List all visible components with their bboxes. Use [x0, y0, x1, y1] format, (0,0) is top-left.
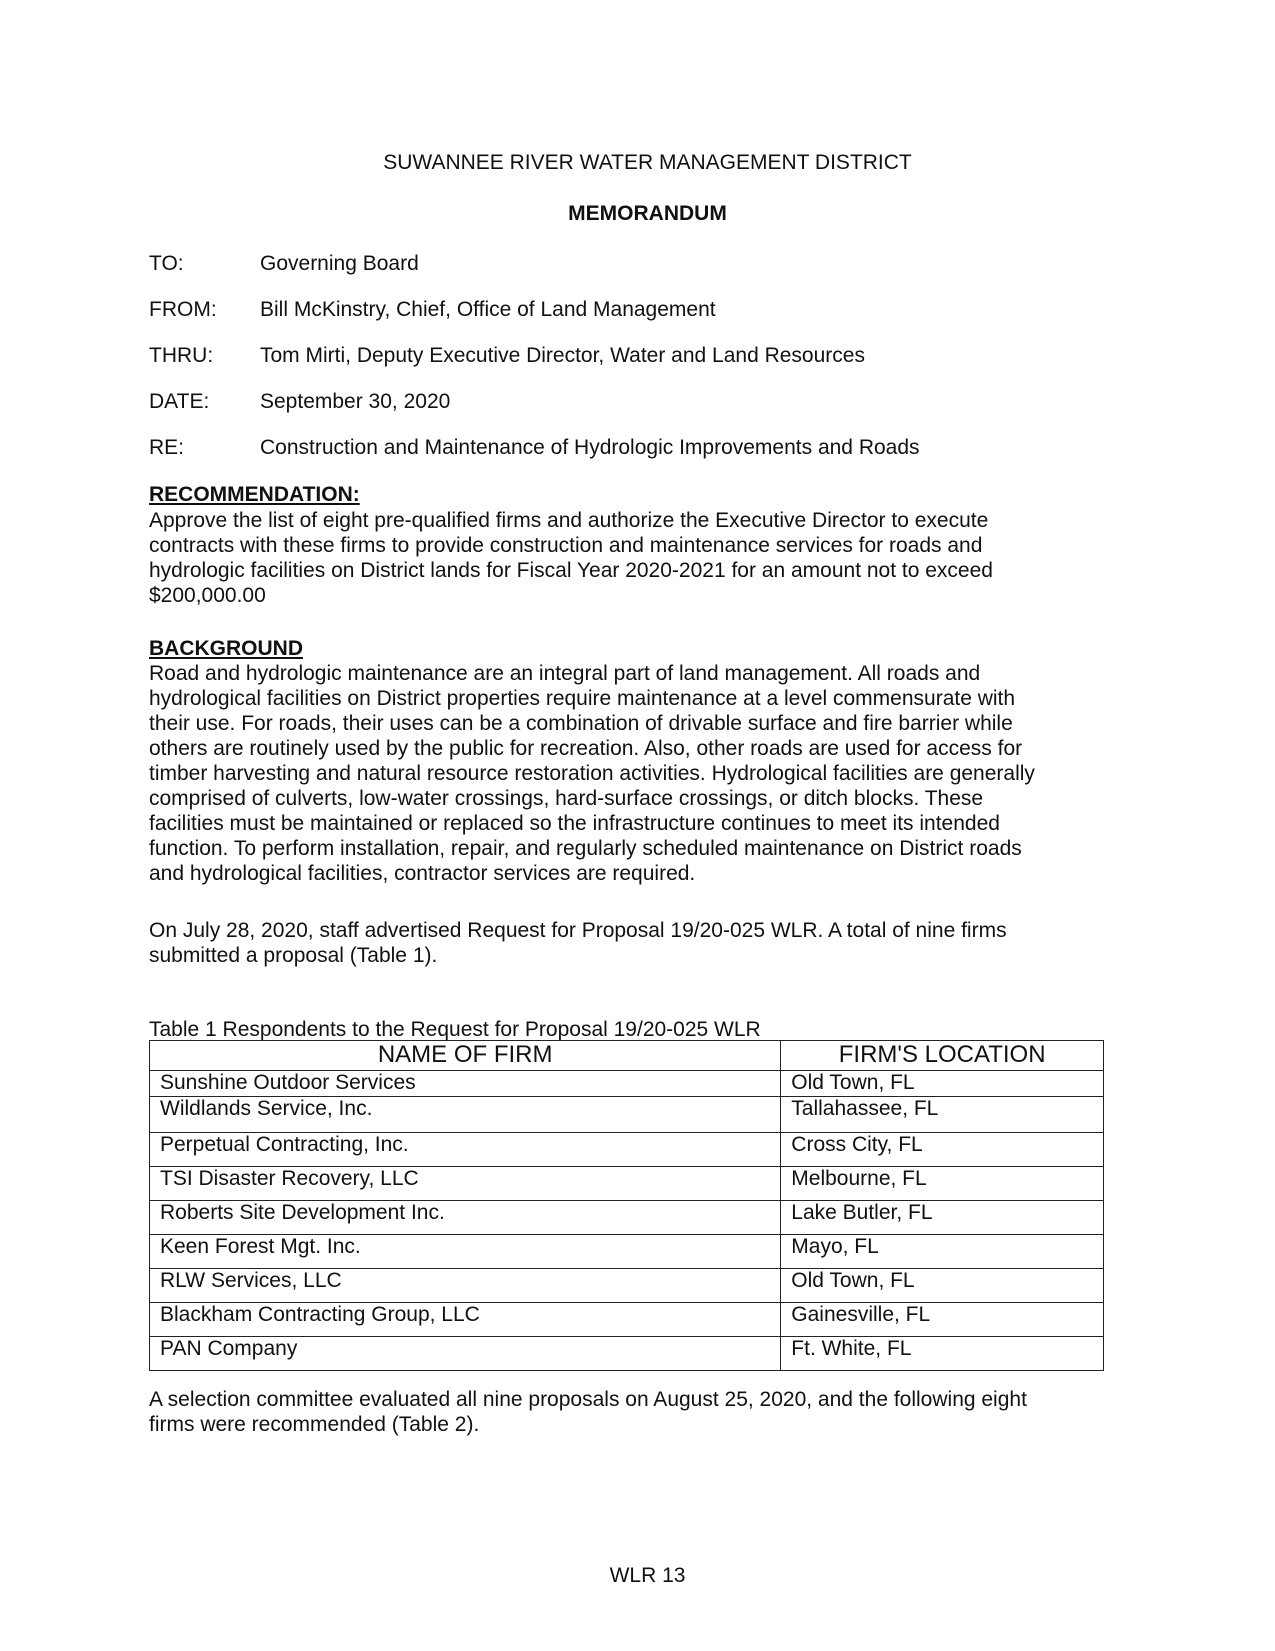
memo-re-row: [149, 435, 1149, 460]
firm-location-cell: Lake Butler, FL: [781, 1201, 1104, 1235]
background-line: facilities must be maintained or replaced so the infrastructure continues to meet its intended: [149, 812, 1000, 835]
recommendation-paragraph: [149, 508, 1129, 608]
firm-location-cell: Ft. White, FL: [781, 1337, 1104, 1371]
thru-value: Tom Mirti, Deputy Executive Director, Water and Land Resources: [260, 344, 865, 367]
firm-location-cell: Old Town, FL: [781, 1071, 1104, 1097]
firm-location-cell: Gainesville, FL: [781, 1303, 1104, 1337]
recommendation-line: hydrologic facilities on District lands for Fiscal Year 2020-2021 for an amount not to exceed: [149, 559, 993, 582]
column-header-firm-name: NAME OF FIRM: [150, 1041, 781, 1071]
re-label: RE:: [149, 436, 185, 459]
firm-name-cell: RLW Services, LLC: [150, 1269, 781, 1303]
background-line: function. To perform installation, repair, and regularly scheduled maintenance on District roads: [149, 837, 1022, 860]
closing-paragraph: [149, 1387, 1129, 1437]
firm-location-cell: Mayo, FL: [781, 1235, 1104, 1269]
to-label: TO:: [149, 252, 184, 275]
background-line: others are routinely used by the public for recreation. Also, other roads are used for access for: [149, 737, 1023, 760]
table-row: [150, 1235, 1104, 1269]
table-row: [150, 1303, 1104, 1337]
background-paragraph-1: [149, 661, 1129, 886]
firm-location-cell: Old Town, FL: [781, 1269, 1104, 1303]
thru-label: THRU:: [149, 344, 214, 367]
closing-line: firms were recommended (Table 2).: [149, 1413, 480, 1436]
table-row: [150, 1269, 1104, 1303]
recommendation-heading: RECOMMENDATION:: [149, 483, 360, 506]
from-value: Bill McKinstry, Chief, Office of Land Management: [260, 298, 716, 321]
background-line: their use. For roads, their uses can be a combination of drivable surface and fire barrier while: [149, 712, 1013, 735]
firm-name-cell: Roberts Site Development Inc.: [150, 1201, 781, 1235]
background-line: hydrological facilities on District properties require maintenance at a level commensurate with: [149, 687, 1016, 710]
background-paragraph-2: [149, 918, 1129, 968]
organization-name: SUWANNEE RIVER WATER MANAGEMENT DISTRICT: [383, 151, 912, 174]
firm-name-cell: TSI Disaster Recovery, LLC: [150, 1167, 781, 1201]
date-label: DATE:: [149, 390, 210, 413]
recommendation-line: contracts with these firms to provide construction and maintenance services for roads and: [149, 534, 983, 557]
table-1-caption: Table 1 Respondents to the Request for Proposal 19/20-025 WLR: [149, 1018, 761, 1041]
memo-to-row: [149, 251, 1149, 276]
table-header-row: [150, 1041, 1104, 1071]
background-line: Road and hydrologic maintenance are an integral part of land management. All roads and: [149, 662, 981, 685]
to-value: Governing Board: [260, 252, 419, 275]
background-line: comprised of culverts, low-water crossings, hard-surface crossings, or ditch blocks. These: [149, 787, 984, 810]
memo-title: MEMORANDUM: [568, 202, 727, 225]
firm-location-cell: Melbourne, FL: [781, 1167, 1104, 1201]
closing-line: A selection committee evaluated all nine proposals on August 25, 2020, and the following eight: [149, 1388, 1027, 1411]
table-row: [150, 1133, 1104, 1167]
table-row: [150, 1201, 1104, 1235]
background-heading: BACKGROUND: [149, 637, 303, 660]
memo-thru-row: [149, 343, 1149, 368]
background-line: submitted a proposal (Table 1).: [149, 944, 438, 967]
table-row: [150, 1097, 1104, 1133]
table-row: [150, 1071, 1104, 1097]
re-value: Construction and Maintenance of Hydrologic Improvements and Roads: [260, 436, 920, 459]
from-label: FROM:: [149, 298, 217, 321]
recommendation-line: $200,000.00: [149, 584, 266, 607]
background-line: On July 28, 2020, staff advertised Request for Proposal 19/20-025 WLR. A total of nine firms: [149, 919, 1007, 942]
firm-name-cell: Keen Forest Mgt. Inc.: [150, 1235, 781, 1269]
firm-location-cell: Tallahassee, FL: [781, 1097, 1104, 1133]
firm-name-cell: Perpetual Contracting, Inc.: [150, 1133, 781, 1167]
firm-location-cell: Cross City, FL: [781, 1133, 1104, 1167]
firm-name-cell: Blackham Contracting Group, LLC: [150, 1303, 781, 1337]
table-row: [150, 1337, 1104, 1371]
memo-from-row: [149, 297, 1149, 322]
memo-date-row: [149, 389, 1149, 414]
table-row: [150, 1167, 1104, 1201]
background-line: timber harvesting and natural resource restoration activities. Hydrological facilities are generally: [149, 762, 1035, 785]
firm-name-cell: Sunshine Outdoor Services: [150, 1071, 781, 1097]
firm-name-cell: Wildlands Service, Inc.: [150, 1097, 781, 1133]
respondents-table: [149, 1040, 1104, 1371]
recommendation-line: Approve the list of eight pre-qualified firms and authorize the Executive Director to execute: [149, 509, 989, 532]
background-line: and hydrological facilities, contractor services are required.: [149, 862, 696, 885]
column-header-firm-location: FIRM'S LOCATION: [781, 1041, 1104, 1071]
firm-name-cell: PAN Company: [150, 1337, 781, 1371]
date-value: September 30, 2020: [260, 390, 451, 413]
page-footer: WLR 13: [609, 1564, 686, 1587]
